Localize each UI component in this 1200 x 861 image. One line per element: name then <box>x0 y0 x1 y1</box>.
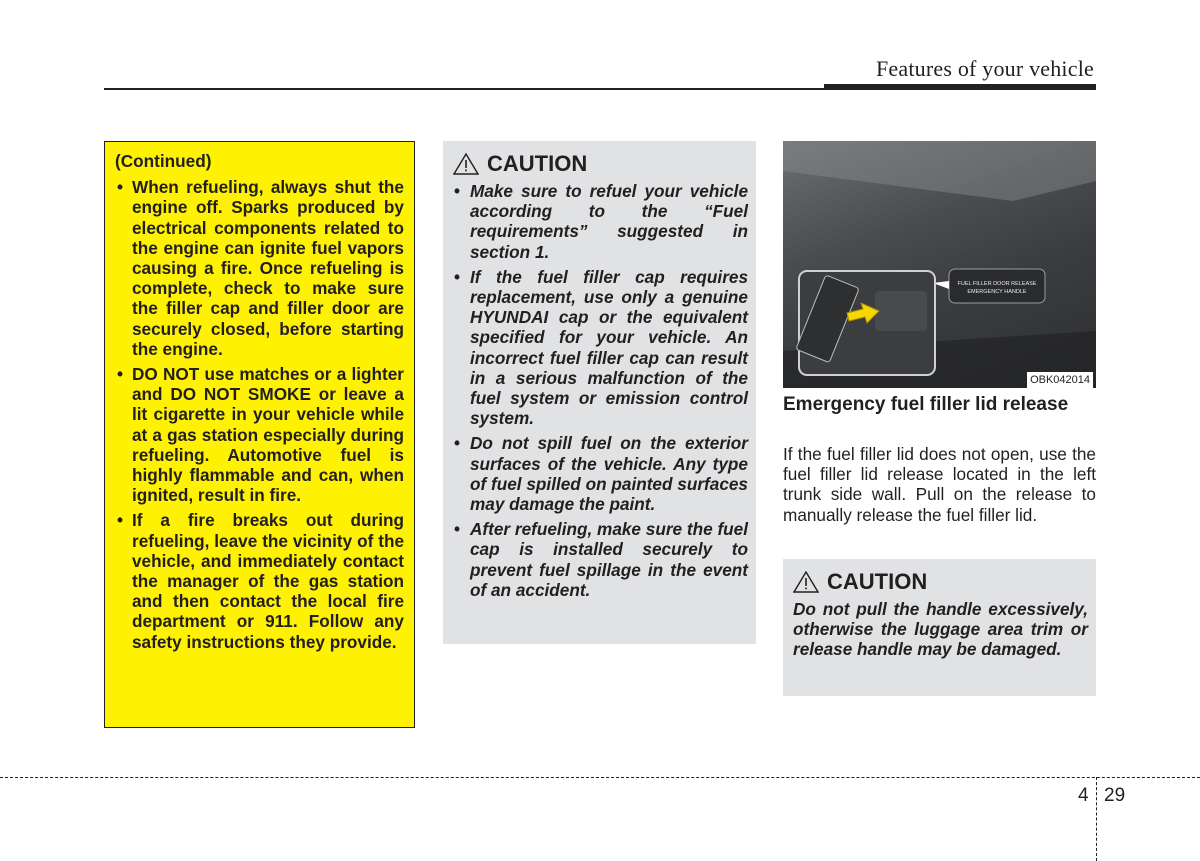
figure-caption: OBK042014 <box>1027 372 1093 388</box>
release-label-line2: EMERGENCY HANDLE <box>967 289 1027 295</box>
trunk-release-photo <box>783 141 1096 388</box>
trunk-side-wall-illustration <box>783 141 1096 388</box>
release-label-line1: FUEL FILLER DOOR RELEASE <box>957 281 1037 287</box>
caution-box-main <box>443 141 756 644</box>
footer-vertical-divider <box>1096 777 1097 861</box>
caution-title: CAUTION <box>487 151 588 176</box>
warning-item: • If a fire breaks out during refueling, leave the vicinity of the vehicle, and immediately contact the manager of the gas station and then contact the local fire department or 911. Follow any safety instructions they provide. <box>115 510 404 651</box>
page-header-title: Features of your vehicle <box>875 56 1094 81</box>
warning-item: • When refueling, always shut the engine off. Sparks produced by electrical components related to the engine can ignite fuel vapors causing a fire. Once refueling is complete, check to make sure the filler cap and filler door are securely closed, before starting the engine. <box>115 177 404 359</box>
warning-item: • DO NOT use matches or a lighter and DO NOT SMOKE or leave a lit cigarette in your vehicle while at a gas station especially during refueling. Automotive fuel is highly flammable and can, when ignited, result in fire. <box>115 364 404 505</box>
caution-item: • Make sure to refuel your vehicle according to the “Fuel requirements” suggested in section 1. <box>453 181 748 262</box>
page-number: 29 <box>1104 785 1126 806</box>
caution-heading <box>453 151 748 177</box>
footer-dashed-rule <box>0 777 1200 778</box>
warning-box <box>104 141 415 728</box>
header-rule-accent <box>824 84 1096 90</box>
caution-item: • If the fuel filler cap requires replacement, use only a genuine HYUNDAI cap or the equivalent specified for your vehicle. An incorrect fuel filler cap can result in a serious malfunction of the fuel system or emission control system. <box>453 267 748 429</box>
caution-item: • After refueling, make sure the fuel cap is installed securely to prevent fuel spillage in the event of an accident. <box>453 519 748 600</box>
caution-heading <box>793 569 1088 595</box>
section-heading: Emergency fuel filler lid release <box>783 394 1069 415</box>
chapter-number: 4 <box>1078 785 1089 806</box>
caution-list <box>453 181 748 600</box>
warning-triangle-icon <box>453 153 479 175</box>
warning-list <box>115 177 404 652</box>
caution-item: • Do not spill fuel on the exterior surfaces of the vehicle. Any type of fuel spilled on painted surfaces may damage the paint. <box>453 433 748 514</box>
warning-continued: (Continued) <box>115 151 212 171</box>
caution-title: CAUTION <box>827 569 928 594</box>
caution-box-small <box>783 559 1096 696</box>
section-body: If the fuel filler lid does not open, use the fuel filler lid release located in the left trunk side wall. Pull on the release to manually release the fuel filler lid. <box>783 444 1096 525</box>
warning-triangle-icon <box>793 571 819 593</box>
caution-text: Do not pull the handle excessively, otherwise the luggage area trim or release handle may be damaged. <box>793 599 1088 660</box>
